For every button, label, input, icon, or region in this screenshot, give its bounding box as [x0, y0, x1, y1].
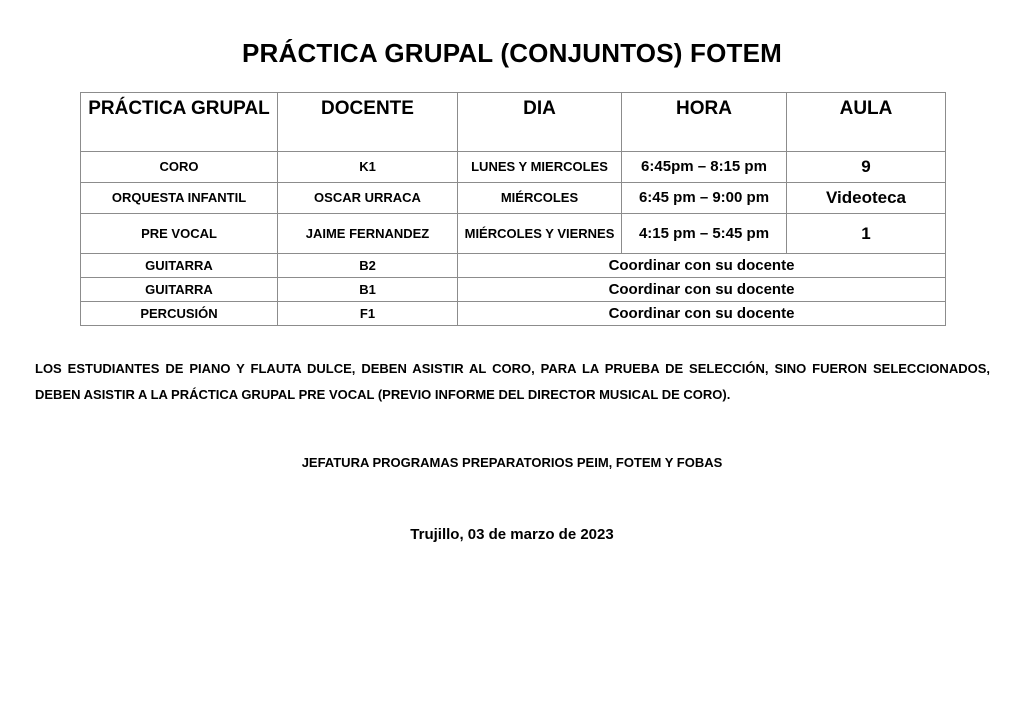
document-title: PRÁCTICA GRUPAL (CONJUNTOS) FOTEM [241, 38, 783, 68]
cell-docente: B2 [278, 254, 458, 278]
notice-paragraph: LOS ESTUDIANTES DE PIANO Y FLAUTA DULCE, DEBEN ASISTIR AL CORO, PARA LA PRUEBA DE SELECCIÓN, SINO FUERON SELECCIONADOS, DEBEN ASISTIR A LA PRÁCTICA GRUPAL PRE VOCAL (PREVIO INFORME DEL DIRECTOR MUSICAL DE CORO). [35, 361, 990, 402]
cell-docente: B1 [278, 278, 458, 302]
cell-docente: K1 [278, 152, 458, 183]
cell-dia: MIÉRCOLES [458, 183, 622, 214]
schedule-table [80, 92, 946, 326]
cell-aula: 1 [787, 214, 946, 254]
cell-dia: MIÉRCOLES Y VIERNES [458, 214, 622, 254]
cell-practica: GUITARRA [81, 254, 278, 278]
header-docente: DOCENTE [278, 93, 458, 152]
table-row [81, 152, 946, 183]
date-line: Trujillo, 03 de marzo de 2023 [410, 526, 614, 543]
cell-practica: PRE VOCAL [81, 214, 278, 254]
cell-practica: CORO [81, 152, 278, 183]
cell-aula: Videoteca [787, 183, 946, 214]
cell-coordinar: Coordinar con su docente [458, 254, 946, 278]
cell-docente: OSCAR URRACA [278, 183, 458, 214]
table-row [81, 214, 946, 254]
cell-aula: 9 [787, 152, 946, 183]
cell-practica: GUITARRA [81, 278, 278, 302]
table-header-row [81, 93, 946, 152]
header-dia: DIA [458, 93, 622, 152]
cell-practica: PERCUSIÓN [81, 302, 278, 326]
cell-coordinar: Coordinar con su docente [458, 302, 946, 326]
cell-hora: 6:45 pm – 9:00 pm [622, 183, 787, 214]
cell-practica: ORQUESTA INFANTIL [81, 183, 278, 214]
table-row [81, 183, 946, 214]
header-aula: AULA [787, 93, 946, 152]
cell-docente: F1 [278, 302, 458, 326]
cell-coordinar: Coordinar con su docente [458, 278, 946, 302]
jefatura-line: JEFATURA PROGRAMAS PREPARATORIOS PEIM, FOTEM Y FOBAS [301, 455, 723, 470]
table-row [81, 278, 946, 302]
cell-docente: JAIME FERNANDEZ [278, 214, 458, 254]
cell-dia: LUNES Y MIERCOLES [458, 152, 622, 183]
cell-hora: 6:45pm – 8:15 pm [622, 152, 787, 183]
cell-hora: 4:15 pm – 5:45 pm [622, 214, 787, 254]
table-row [81, 254, 946, 278]
header-hora: HORA [622, 93, 787, 152]
table-row [81, 302, 946, 326]
header-practica-grupal: PRÁCTICA GRUPAL [81, 93, 278, 152]
